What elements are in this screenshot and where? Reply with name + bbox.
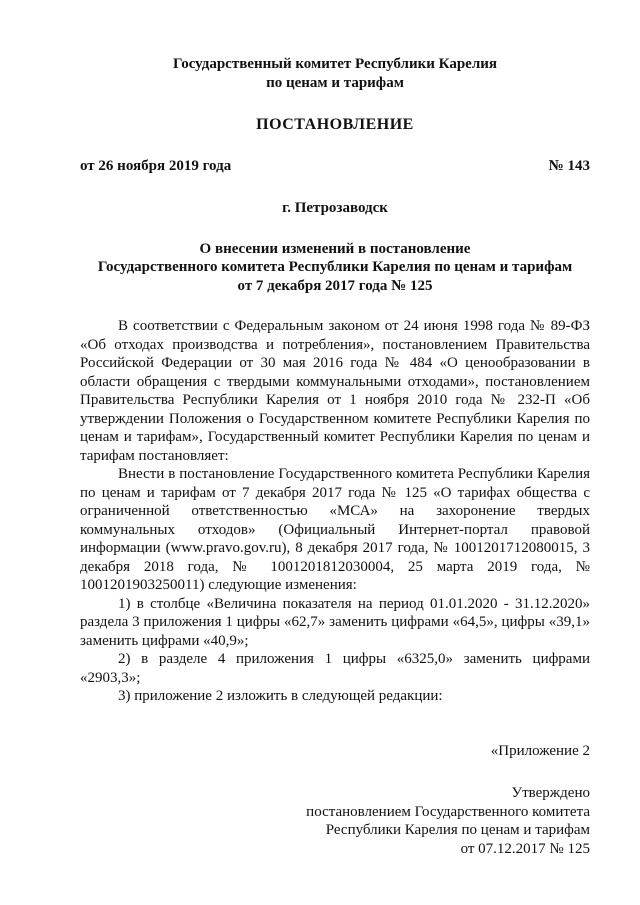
change-item-3: 3) приложение 2 изложить в следующей редакции: <box>118 688 443 704</box>
org-name-line2: по ценам и тарифам <box>266 74 404 91</box>
preamble-paragraph: В соответствии с Федеральным законом от 24 июня 1998 года № 89-ФЗ «Об отходах производства и потребления», постановлением Правительства Российской Федерации от 30 мая 2016 года № 484 «О ценообразовании в области обращения с твердыми коммунальными отходами», постановлением Правительства Республики Карелия от 1 ноября 2010 года № 232-П «Об утверждении Положения о Государственном комитете Республики Карелия по ценам и тарифам», Государственный комитет Республики Карелия по ценам и тарифам постановляет: <box>80 318 590 464</box>
approved-by-line1: постановлением Государственного комитета <box>306 803 590 820</box>
org-name-line1: Государственный комитет Республики Карелия <box>173 56 497 72</box>
operative-paragraph: Внести в постановление Государственного комитета Республики Карелия по ценам и тарифам от 7 декабря 2017 года № 125 «О тарифах общества с ограниченной ответственностью «МСА» на захоронение твердых коммунальных отходов» (Официальный Интернет-портал правовой информации (www.pravo.gov.ru), 8 декабря 2017 года, № 1001201712080015, 3 декабря 2018 года, № 1001201812030004, 25 марта 2019 года, № 1001201903250011) следующие изменения: <box>80 466 590 593</box>
decree-date: от 26 ноября 2019 года <box>80 157 232 174</box>
approved-date-ref: от 07.12.2017 № 125 <box>460 840 590 857</box>
decree-body <box>80 317 590 706</box>
decree-number: № 143 <box>548 157 590 174</box>
appendix-label: «Приложение 2 <box>490 742 590 759</box>
approval-block <box>80 784 590 858</box>
document-type-title: ПОСТАНОВЛЕНИЕ <box>256 116 414 133</box>
decree-subject <box>80 240 590 296</box>
approved-word: Утверждено <box>511 785 590 801</box>
org-header <box>80 55 590 92</box>
subject-line3: от 7 декабря 2017 года № 125 <box>237 277 433 294</box>
subject-line1: О внесении изменений в постановление <box>199 240 471 257</box>
date-number-row <box>80 157 590 176</box>
approved-by-line2: Республики Карелия по ценам и тарифам <box>325 822 590 838</box>
subject-line2: Государственного комитета Республики Карелия по ценам и тарифам <box>97 259 573 275</box>
city: г. Петрозаводск <box>282 200 388 216</box>
change-item-1: 1) в столбце «Величина показателя на период 01.01.2020 - 31.12.2020» раздела 3 приложения 1 цифры «62,7» заменить цифрами «64,5», цифры «39,1» заменить цифрами «40,9»; <box>80 595 590 649</box>
change-item-2: 2) в разделе 4 приложения 1 цифры «6325,0» заменить цифрами «2903,3»; <box>80 651 590 686</box>
